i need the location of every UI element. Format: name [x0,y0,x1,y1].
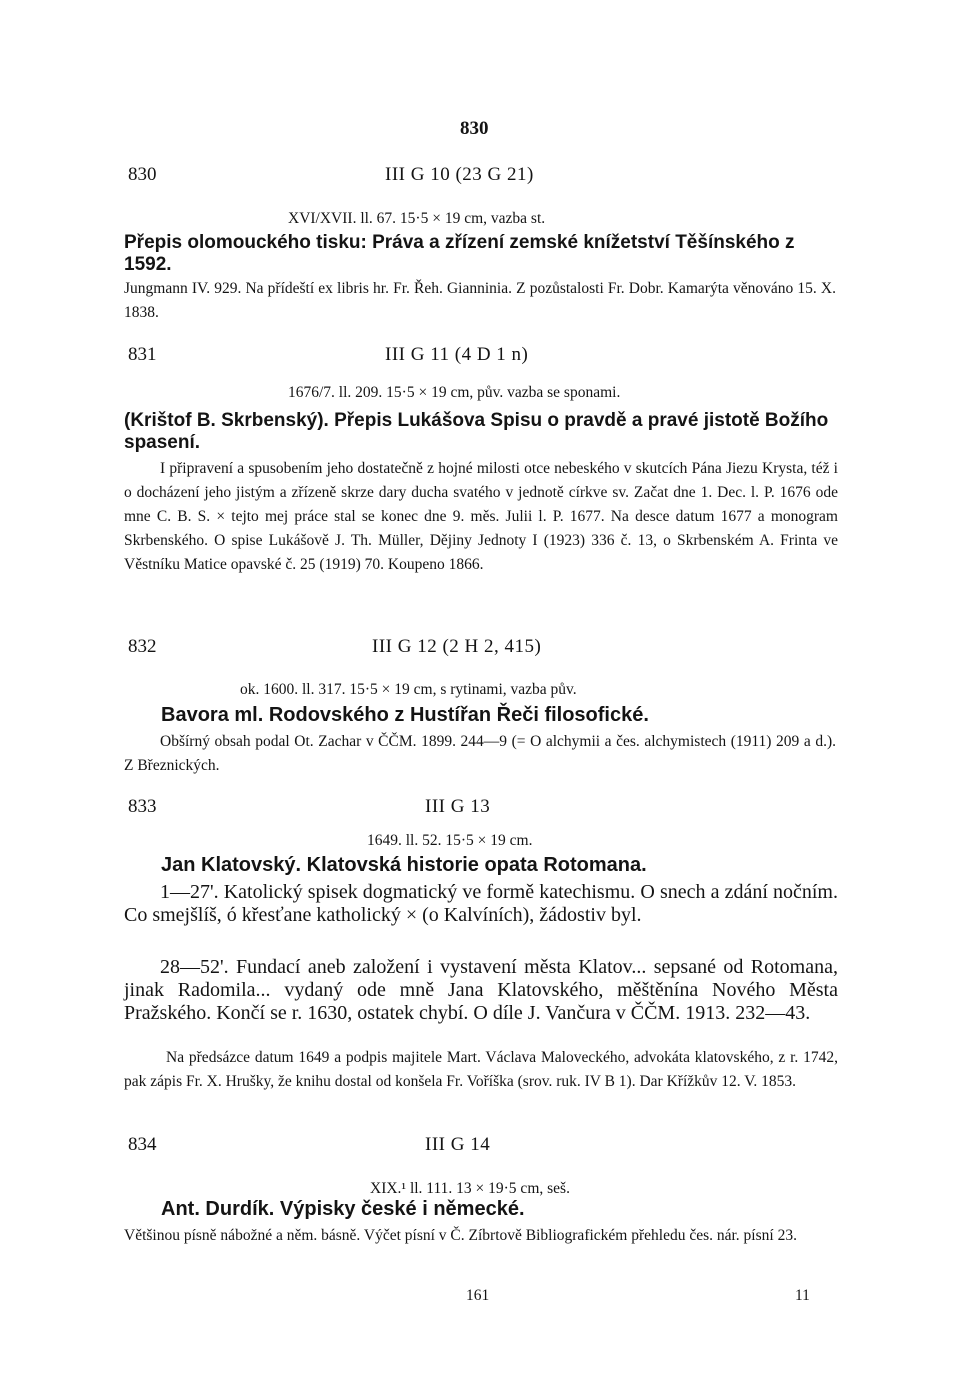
entry-notes: Většinou písně nábožné a něm. básně. Výčet písní v Č. Zíbrtově Bibliografickém přehledu čes. nár. písní 23. [124,1227,797,1244]
entry-number: 830 [128,164,157,185]
entry-notes: Obšírný obsah podal Ot. Zachar v ČČM. 1899. 244—9 (= O alchymii a čes. alchymistech (1911) 209 a d.). Z Březnických. [124,733,836,774]
entry-title: Jan Klatovský. Klatovská historie opata Rotomana. [161,854,647,876]
entry-title: Ant. Durdík. Výpisky české i německé. [161,1198,525,1220]
shelfmark: III G 14 [425,1134,491,1155]
physical-description: XIX.¹ ll. 111. 13 × 19·5 cm, seš. [370,1180,570,1197]
sheet-number: 11 [795,1287,810,1304]
shelfmark: III G 10 (23 G 21) [385,164,534,185]
physical-description: ok. 1600. ll. 317. 15·5 × 19 cm, s rytinami, vazba pův. [240,681,577,698]
folio-paragraph: 28—52'. Fundací aneb založení i vystavení města Klatov... sepsané od Rotomana, jinak Radomila... vydaný ode mně Jana Klatovského, měštěnína Nového Města Pražského. Končí se r. 1630, ostatek chybí. O díle J. Vančura v ČČM. 1913. 232—43. [124,956,838,1024]
physical-description: 1676/7. ll. 209. 15·5 × 19 cm, pův. vazba se sponami. [288,384,621,401]
page-header-number: 830 [460,118,489,139]
physical-description: 1649. ll. 52. 15·5 × 19 cm. [367,832,533,849]
signature-mark: 161 [466,1287,490,1304]
entry-title: Přepis olomouckého tisku: Práva a zřízení zemské knížetství Těšínského z 1592. [124,232,795,275]
shelfmark: III G 11 (4 D 1 n) [385,344,529,365]
entry-notes: Na předsázce datum 1649 a podpis majitele Mart. Václava Maloveckého, advokáta klatovského, z r. 1742, pak zápis Fr. X. Hrušky, že knihu dostal od konšela Fr. Voříška (srov. ruk. IV B 1). Dar Křížkův 12. V. 1853. [124,1049,838,1090]
entry-title: Bavora ml. Rodovského z Hustířan Řeči filosofické. [161,704,649,726]
physical-description: XVI/XVII. ll. 67. 15·5 × 19 cm, vazba st. [288,210,546,227]
entry-number: 833 [128,796,157,817]
entry-notes: Jungmann IV. 929. Na přídeští ex libris hr. Fr. Řeh. Gianninia. Z pozůstalosti Fr. Dobr. Kamarýta věnováno 15. X. 1838. [124,280,836,321]
entry-number: 834 [128,1134,157,1155]
entry-number: 832 [128,636,157,657]
entry-number: 831 [128,344,157,365]
entry-notes: I připravení a spusobením jeho dostatečně z hojné milosti otce nebeského v skutcích Pána Jiezu Krysta, též i o docházení jeho jistým a zřízeně skrze dary ducha svatého v jednotě církve sv. Začat dne 1. Dec. l. P. 1676 ode mne C. B. S. × tejto mej práce stal se konec dne 9. měs. Julii l. P. 1677. Na desce datum 1677 a monogram Skrbenského. O spise Lukášově J. Th. Müller, Dějiny Jednoty I (1923) 336 č. 13, o Skrbenském A. Frinta ve Věstníku Matice opavské č. 25 (1919) 70. Koupeno 1866. [124,460,838,573]
shelfmark: III G 13 [425,796,491,817]
folio-paragraph: 1—27'. Katolický spisek dogmatický ve formě katechismu. O snech a zdání nočním. Co smejšlíš, ó křesťane katholický × (o Kalvíních), žádostiv byl. [124,881,838,926]
entry-title: (Krištof B. Skrbenský). Přepis Lukášova Spisu o pravdě a pravé jistotě Božího spasení. [124,410,829,453]
shelfmark: III G 12 (2 H 2, 415) [372,636,542,657]
